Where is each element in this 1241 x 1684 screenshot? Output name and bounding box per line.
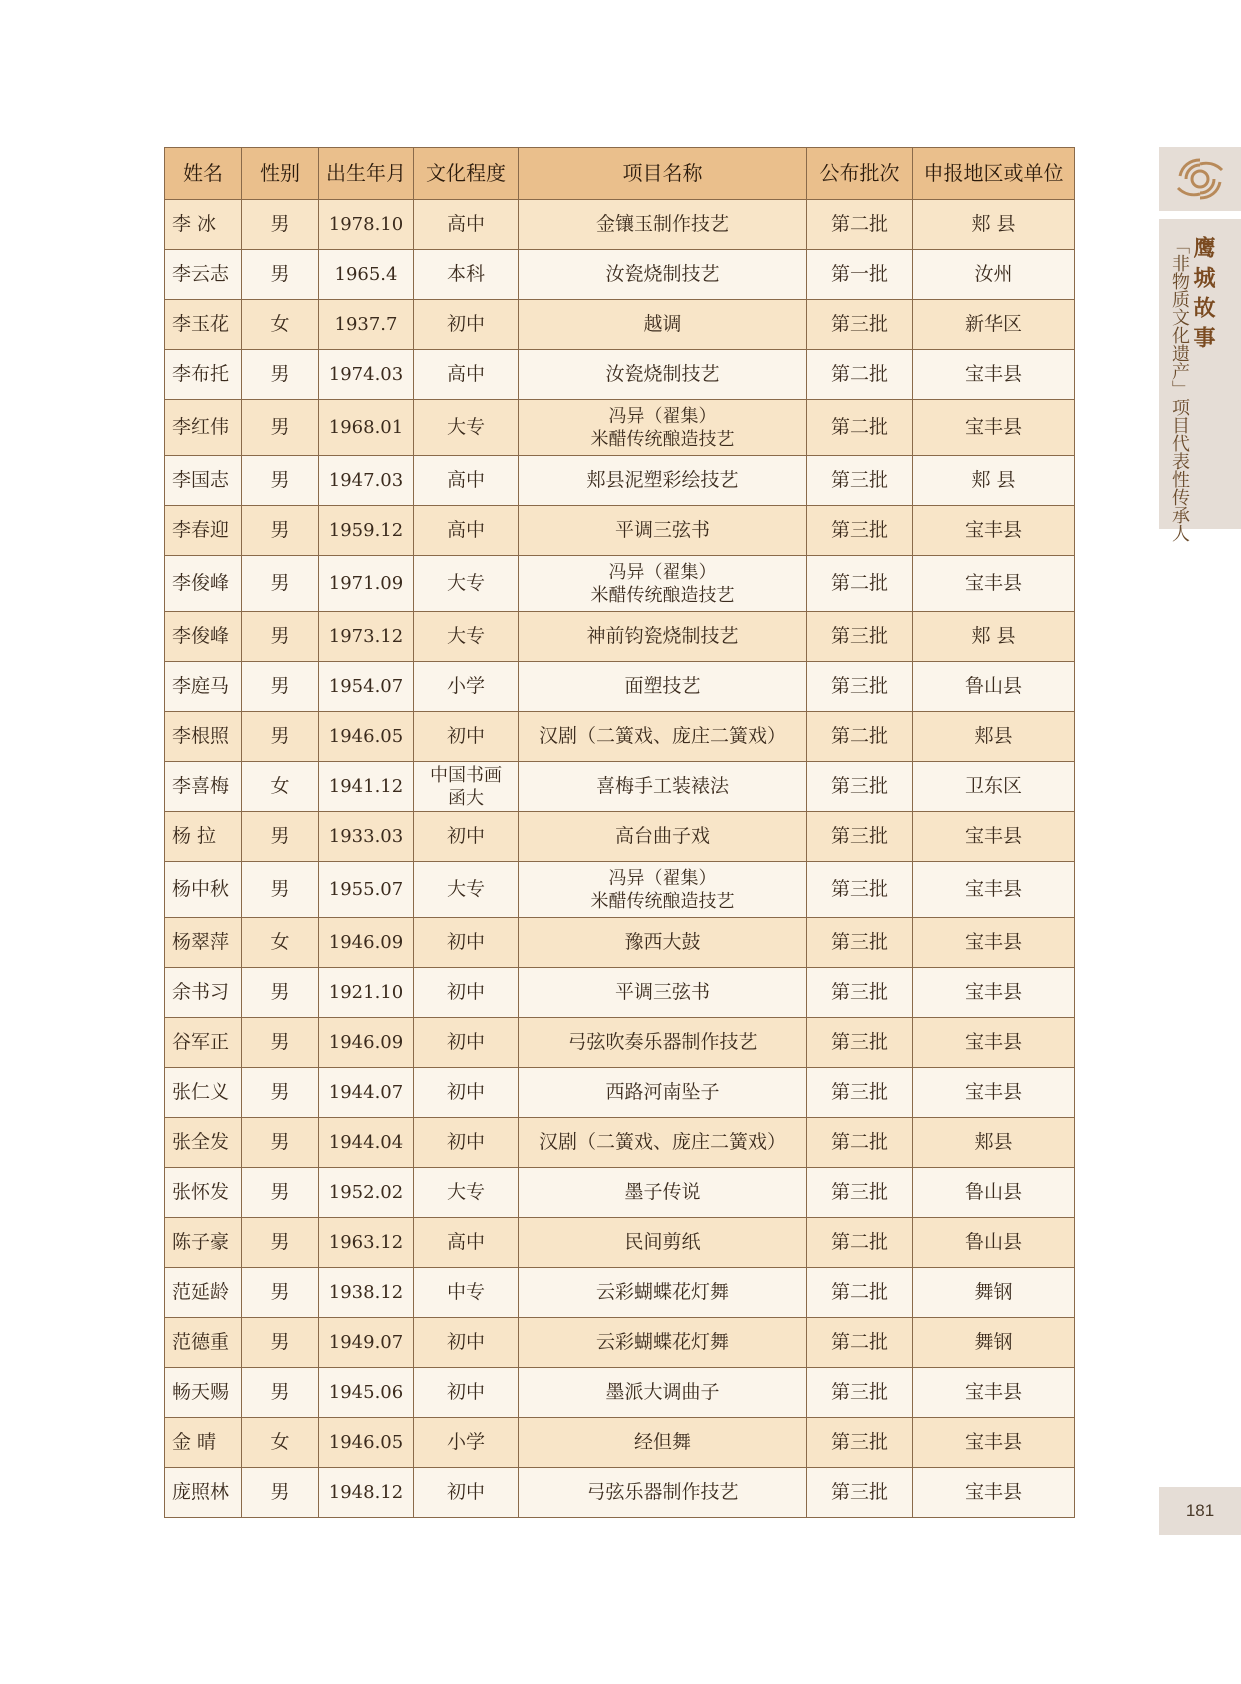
header-project: 项目名称 — [519, 148, 807, 200]
cell-batch: 第二批 — [807, 1268, 913, 1318]
cell-born: 1938.12 — [319, 1268, 414, 1318]
cell-name: 李 冰 — [165, 200, 242, 250]
cell-name: 杨翠萍 — [165, 918, 242, 968]
cell-region: 宝丰县 — [913, 556, 1075, 612]
cell-education: 初中 — [414, 1318, 519, 1368]
cell-name: 谷军正 — [165, 1018, 242, 1068]
cell-education: 初中 — [414, 1468, 519, 1518]
cell-born: 1945.06 — [319, 1368, 414, 1418]
cell-project: 喜梅手工装裱法 — [519, 762, 807, 812]
cell-sex: 男 — [242, 612, 319, 662]
cell-sex: 男 — [242, 200, 319, 250]
cell-sex: 女 — [242, 300, 319, 350]
cell-born: 1947.03 — [319, 456, 414, 506]
cell-region: 卫东区 — [913, 762, 1075, 812]
section-subtitle: 「非物质文化遗产」项目代表性传承人 — [1169, 236, 1190, 542]
cell-project: 弓弦乐器制作技艺 — [519, 1468, 807, 1518]
cell-sex: 男 — [242, 1168, 319, 1218]
cell-sex: 男 — [242, 1018, 319, 1068]
cell-batch: 第三批 — [807, 612, 913, 662]
cell-born: 1921.10 — [319, 968, 414, 1018]
cell-project: 豫西大鼓 — [519, 918, 807, 968]
cell-batch: 第三批 — [807, 862, 913, 918]
table-row — [165, 918, 1075, 968]
cell-education: 初中 — [414, 812, 519, 862]
cell-born: 1965.4 — [319, 250, 414, 300]
cell-sex: 女 — [242, 762, 319, 812]
cell-education: 大专 — [414, 862, 519, 918]
cell-project: 郏县泥塑彩绘技艺 — [519, 456, 807, 506]
cell-project: 弓弦吹奏乐器制作技艺 — [519, 1018, 807, 1068]
cell-education: 初中 — [414, 1068, 519, 1118]
cell-region: 宝丰县 — [913, 1418, 1075, 1468]
cell-sex: 男 — [242, 662, 319, 712]
cell-education: 小学 — [414, 1418, 519, 1468]
cell-name: 杨中秋 — [165, 862, 242, 918]
header-born: 出生年月 — [319, 148, 414, 200]
cell-batch: 第三批 — [807, 1468, 913, 1518]
cell-born: 1941.12 — [319, 762, 414, 812]
project-line-2: 米醋传统酿造技艺 — [590, 584, 735, 606]
cell-name: 范德重 — [165, 1318, 242, 1368]
cell-education: 初中 — [414, 1118, 519, 1168]
cell-batch: 第三批 — [807, 456, 913, 506]
cell-name: 张怀发 — [165, 1168, 242, 1218]
table-row — [165, 250, 1075, 300]
table-row — [165, 350, 1075, 400]
cell-project: 神前钧瓷烧制技艺 — [519, 612, 807, 662]
cell-name: 李俊峰 — [165, 556, 242, 612]
cell-education: 初中 — [414, 712, 519, 762]
cell-education: 高中 — [414, 456, 519, 506]
cell-sex: 男 — [242, 1318, 319, 1368]
inheritors-table — [164, 147, 1075, 1518]
cell-region: 鲁山县 — [913, 1168, 1075, 1218]
cell-born: 1946.05 — [319, 1418, 414, 1468]
cell-project: 平调三弦书 — [519, 506, 807, 556]
cell-project: 面塑技艺 — [519, 662, 807, 712]
cell-born: 1946.09 — [319, 918, 414, 968]
cell-born: 1963.12 — [319, 1218, 414, 1268]
cell-education: 初中 — [414, 918, 519, 968]
cell-sex: 男 — [242, 400, 319, 456]
cell-sex: 男 — [242, 812, 319, 862]
cell-region: 宝丰县 — [913, 968, 1075, 1018]
table-row — [165, 400, 1075, 456]
education-line-1: 中国书画 — [430, 764, 502, 786]
cell-born: 1948.12 — [319, 1468, 414, 1518]
cell-region: 汝州 — [913, 250, 1075, 300]
cell-project: 越调 — [519, 300, 807, 350]
table-row — [165, 662, 1075, 712]
cell-batch: 第二批 — [807, 556, 913, 612]
cell-region: 新华区 — [913, 300, 1075, 350]
cell-name: 张全发 — [165, 1118, 242, 1168]
cell-batch: 第三批 — [807, 812, 913, 862]
cell-project: 高台曲子戏 — [519, 812, 807, 862]
cloud-emblem-icon — [1159, 147, 1241, 211]
table-row — [165, 1418, 1075, 1468]
cell-region: 宝丰县 — [913, 1018, 1075, 1068]
cell-batch: 第三批 — [807, 1418, 913, 1468]
cell-sex: 男 — [242, 1218, 319, 1268]
cell-born: 1955.07 — [319, 862, 414, 918]
cell-sex: 女 — [242, 918, 319, 968]
cell-born: 1952.02 — [319, 1168, 414, 1218]
cell-project: 汉剧（二簧戏、庞庄二簧戏） — [519, 1118, 807, 1168]
cell-batch: 第三批 — [807, 662, 913, 712]
cell-batch: 第二批 — [807, 1318, 913, 1368]
cloud-pattern-icon — [1172, 154, 1228, 204]
table-row — [165, 968, 1075, 1018]
header-name: 姓名 — [165, 148, 242, 200]
cell-region: 宝丰县 — [913, 1468, 1075, 1518]
cell-region: 宝丰县 — [913, 1368, 1075, 1418]
cell-batch: 第三批 — [807, 300, 913, 350]
cell-born: 1933.03 — [319, 812, 414, 862]
cell-education: 小学 — [414, 662, 519, 712]
cell-born: 1974.03 — [319, 350, 414, 400]
cell-region: 郏 县 — [913, 456, 1075, 506]
table-row — [165, 1118, 1075, 1168]
table-row — [165, 1068, 1075, 1118]
cell-batch: 第三批 — [807, 968, 913, 1018]
cell-batch: 第三批 — [807, 918, 913, 968]
cell-born: 1971.09 — [319, 556, 414, 612]
cell-region: 郏县 — [913, 712, 1075, 762]
cell-name: 余书习 — [165, 968, 242, 1018]
cell-education: 本科 — [414, 250, 519, 300]
table-row — [165, 712, 1075, 762]
cell-name: 庞照林 — [165, 1468, 242, 1518]
table-row — [165, 1318, 1075, 1368]
table-row — [165, 506, 1075, 556]
cell-education: 初中 — [414, 300, 519, 350]
table-row — [165, 1218, 1075, 1268]
cell-name: 李根照 — [165, 712, 242, 762]
project-line-2: 米醋传统酿造技艺 — [590, 890, 735, 912]
cell-name: 陈子豪 — [165, 1218, 242, 1268]
cell-education: 中专 — [414, 1268, 519, 1318]
cell-region: 宝丰县 — [913, 812, 1075, 862]
table-row — [165, 612, 1075, 662]
cell-name: 李玉花 — [165, 300, 242, 350]
table-row — [165, 762, 1075, 812]
cell-batch: 第三批 — [807, 1168, 913, 1218]
project-line-2: 米醋传统酿造技艺 — [590, 428, 735, 450]
cell-sex: 男 — [242, 1068, 319, 1118]
cell-education: 高中 — [414, 200, 519, 250]
table-header-row — [165, 148, 1075, 200]
cell-project — [519, 862, 807, 918]
education-line-2: 函大 — [448, 787, 484, 809]
page-number: 181 — [1159, 1487, 1241, 1535]
cell-name: 李庭马 — [165, 662, 242, 712]
cell-region: 鲁山县 — [913, 1218, 1075, 1268]
cell-education: 高中 — [414, 1218, 519, 1268]
table-row — [165, 300, 1075, 350]
cell-region: 郏 县 — [913, 612, 1075, 662]
cell-born: 1946.09 — [319, 1018, 414, 1068]
cell-batch: 第三批 — [807, 506, 913, 556]
cell-name: 畅天赐 — [165, 1368, 242, 1418]
cell-born: 1937.7 — [319, 300, 414, 350]
cell-project: 云彩蝴蝶花灯舞 — [519, 1318, 807, 1368]
cell-born: 1946.05 — [319, 712, 414, 762]
cell-batch: 第二批 — [807, 400, 913, 456]
header-region: 申报地区或单位 — [913, 148, 1075, 200]
cell-region: 鲁山县 — [913, 662, 1075, 712]
cell-sex: 男 — [242, 968, 319, 1018]
cell-born: 1959.12 — [319, 506, 414, 556]
cell-name: 李喜梅 — [165, 762, 242, 812]
cell-sex: 男 — [242, 1468, 319, 1518]
cell-education: 大专 — [414, 612, 519, 662]
cell-sex: 男 — [242, 506, 319, 556]
table-row — [165, 1018, 1075, 1068]
cell-name: 范延龄 — [165, 1268, 242, 1318]
project-line-1: 冯异（翟集） — [608, 561, 717, 583]
cell-born: 1944.07 — [319, 1068, 414, 1118]
cell-project: 云彩蝴蝶花灯舞 — [519, 1268, 807, 1318]
table-row — [165, 1368, 1075, 1418]
cell-name: 李国志 — [165, 456, 242, 506]
cell-region: 宝丰县 — [913, 350, 1075, 400]
cell-project: 民间剪纸 — [519, 1218, 807, 1268]
cell-batch: 第二批 — [807, 200, 913, 250]
cell-born: 1944.04 — [319, 1118, 414, 1168]
cell-batch: 第三批 — [807, 762, 913, 812]
project-line-1: 冯异（翟集） — [608, 867, 717, 889]
cell-region: 宝丰县 — [913, 862, 1075, 918]
cell-education — [414, 762, 519, 812]
cell-sex: 女 — [242, 1418, 319, 1468]
cell-sex: 男 — [242, 862, 319, 918]
cell-name: 杨 拉 — [165, 812, 242, 862]
cell-sex: 男 — [242, 1268, 319, 1318]
cell-project — [519, 400, 807, 456]
cell-education: 初中 — [414, 1018, 519, 1068]
table-row — [165, 812, 1075, 862]
cell-region: 宝丰县 — [913, 400, 1075, 456]
cell-name: 李云志 — [165, 250, 242, 300]
cell-project: 汝瓷烧制技艺 — [519, 250, 807, 300]
cell-sex: 男 — [242, 1368, 319, 1418]
cell-project — [519, 556, 807, 612]
cell-project: 汉剧（二簧戏、庞庄二簧戏） — [519, 712, 807, 762]
table-row — [165, 1468, 1075, 1518]
header-education: 文化程度 — [414, 148, 519, 200]
cell-born: 1973.12 — [319, 612, 414, 662]
project-line-1: 冯异（翟集） — [608, 405, 717, 427]
cell-region: 郏 县 — [913, 200, 1075, 250]
cell-sex: 男 — [242, 712, 319, 762]
cell-education: 高中 — [414, 506, 519, 556]
cell-education: 初中 — [414, 968, 519, 1018]
cell-sex: 男 — [242, 350, 319, 400]
cell-education: 大专 — [414, 400, 519, 456]
cell-project: 经但舞 — [519, 1418, 807, 1468]
cell-batch: 第三批 — [807, 1068, 913, 1118]
cell-region: 舞钢 — [913, 1268, 1075, 1318]
cell-education: 大专 — [414, 1168, 519, 1218]
cell-name: 李俊峰 — [165, 612, 242, 662]
cell-name: 金 晴 — [165, 1418, 242, 1468]
cell-region: 舞钢 — [913, 1318, 1075, 1368]
cell-batch: 第二批 — [807, 1118, 913, 1168]
cell-sex: 男 — [242, 556, 319, 612]
cell-batch: 第一批 — [807, 250, 913, 300]
table-row — [165, 1268, 1075, 1318]
cell-sex: 男 — [242, 250, 319, 300]
cell-batch: 第二批 — [807, 712, 913, 762]
cell-region: 郏县 — [913, 1118, 1075, 1168]
cell-education: 初中 — [414, 1368, 519, 1418]
cell-education: 大专 — [414, 556, 519, 612]
cell-project: 西路河南坠子 — [519, 1068, 807, 1118]
table-row — [165, 200, 1075, 250]
cell-education: 高中 — [414, 350, 519, 400]
cell-region: 宝丰县 — [913, 1068, 1075, 1118]
cell-born: 1949.07 — [319, 1318, 414, 1368]
cell-project: 平调三弦书 — [519, 968, 807, 1018]
cell-project: 墨派大调曲子 — [519, 1368, 807, 1418]
cell-project: 金镶玉制作技艺 — [519, 200, 807, 250]
cell-name: 张仁义 — [165, 1068, 242, 1118]
cell-name: 李布托 — [165, 350, 242, 400]
table-row — [165, 456, 1075, 506]
table-row — [165, 862, 1075, 918]
cell-project: 墨子传说 — [519, 1168, 807, 1218]
header-sex: 性别 — [242, 148, 319, 200]
header-batch: 公布批次 — [807, 148, 913, 200]
cell-name: 李春迎 — [165, 506, 242, 556]
cell-batch: 第三批 — [807, 1018, 913, 1068]
cell-born: 1978.10 — [319, 200, 414, 250]
cell-batch: 第三批 — [807, 1368, 913, 1418]
cell-batch: 第二批 — [807, 350, 913, 400]
cell-name: 李红伟 — [165, 400, 242, 456]
book-title: 鹰城故事 — [1190, 236, 1216, 356]
table-row — [165, 1168, 1075, 1218]
cell-region: 宝丰县 — [913, 506, 1075, 556]
cell-project: 汝瓷烧制技艺 — [519, 350, 807, 400]
cell-born: 1954.07 — [319, 662, 414, 712]
cell-region: 宝丰县 — [913, 918, 1075, 968]
cell-born: 1968.01 — [319, 400, 414, 456]
table-row — [165, 556, 1075, 612]
cell-sex: 男 — [242, 1118, 319, 1168]
cell-sex: 男 — [242, 456, 319, 506]
cell-batch: 第二批 — [807, 1218, 913, 1268]
